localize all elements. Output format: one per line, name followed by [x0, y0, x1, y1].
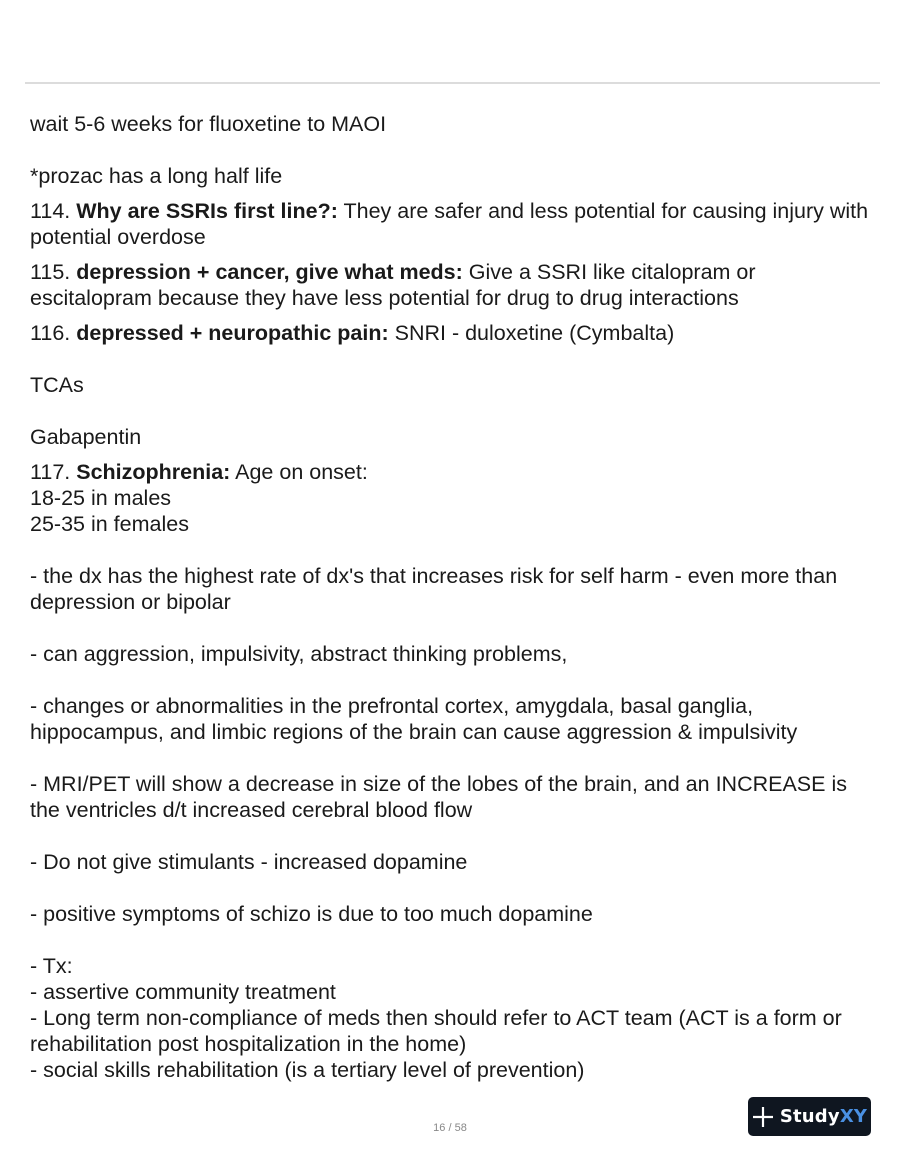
- document-body: [30, 111, 880, 1083]
- text-line: 18-25 in males: [30, 486, 172, 510]
- bullet-line: - MRI/PET will show a decrease in size of the lobes of the brain, and an INCREASE is the ventricles d/t increased cerebral blood flow: [30, 772, 847, 822]
- text-line: TCAs: [30, 373, 84, 397]
- flashcard-116: [30, 320, 880, 346]
- bullet-line: - Do not give stimulants - increased dopamine: [30, 850, 468, 874]
- card-answer: Age on onset:: [230, 460, 368, 484]
- text-line: 25-35 in females: [30, 512, 189, 536]
- top-divider: [25, 82, 880, 84]
- card-question: depressed + neuropathic pain:: [76, 321, 389, 345]
- text-line: Gabapentin: [30, 425, 142, 449]
- bullet-line: - can aggression, impulsivity, abstract thinking problems,: [30, 642, 568, 666]
- text-line: *prozac has a long half life: [30, 164, 283, 188]
- card-question: Schizophrenia:: [76, 460, 231, 484]
- bullet-line: - changes or abnormalities in the prefrontal cortex, amygdala, basal ganglia, hippocampus, and limbic regions of the brain can cause aggression & impulsivity: [30, 694, 798, 744]
- text-line: wait 5-6 weeks for fluoxetine to MAOI: [30, 112, 387, 136]
- logo-text: StudyXY: [779, 1106, 868, 1127]
- card-number: 114.: [30, 199, 77, 223]
- card-answer: They are safer and less potential for causing injury with potential overdose: [30, 199, 869, 249]
- studyxy-logo[interactable]: [748, 1097, 871, 1136]
- flashcard-114: [30, 198, 880, 250]
- card-question: Why are SSRIs first line?:: [76, 199, 338, 223]
- bullet-line: - positive symptoms of schizo is due to too much dopamine: [30, 902, 593, 926]
- bullet-line: - social skills rehabilitation (is a tertiary level of prevention): [30, 1058, 585, 1082]
- card-number: 116.: [30, 321, 77, 345]
- card-answer: Give a SSRI like citalopram or escitalopram because they have less potential for drug to drug interactions: [30, 260, 756, 310]
- plus-icon: [752, 1106, 774, 1128]
- bullet-line: - the dx has the highest rate of dx's that increases risk for self harm - even more than depression or bipolar: [30, 564, 838, 614]
- bullet-line: - Tx:: [30, 954, 73, 978]
- bullet-line: - assertive community treatment: [30, 980, 336, 1004]
- flashcard-117: [30, 459, 880, 485]
- card-number: 115.: [30, 260, 77, 284]
- page-number: 16 / 58: [433, 1122, 467, 1134]
- flashcard-115: [30, 259, 880, 311]
- card-answer: SNRI - duloxetine (Cymbalta): [388, 321, 675, 345]
- card-question: depression + cancer, give what meds:: [76, 260, 463, 284]
- card-number: 117.: [30, 460, 77, 484]
- bullet-line: - Long term non-compliance of meds then should refer to ACT team (ACT is a form or rehabilitation post hospitalization in the home): [30, 1006, 842, 1056]
